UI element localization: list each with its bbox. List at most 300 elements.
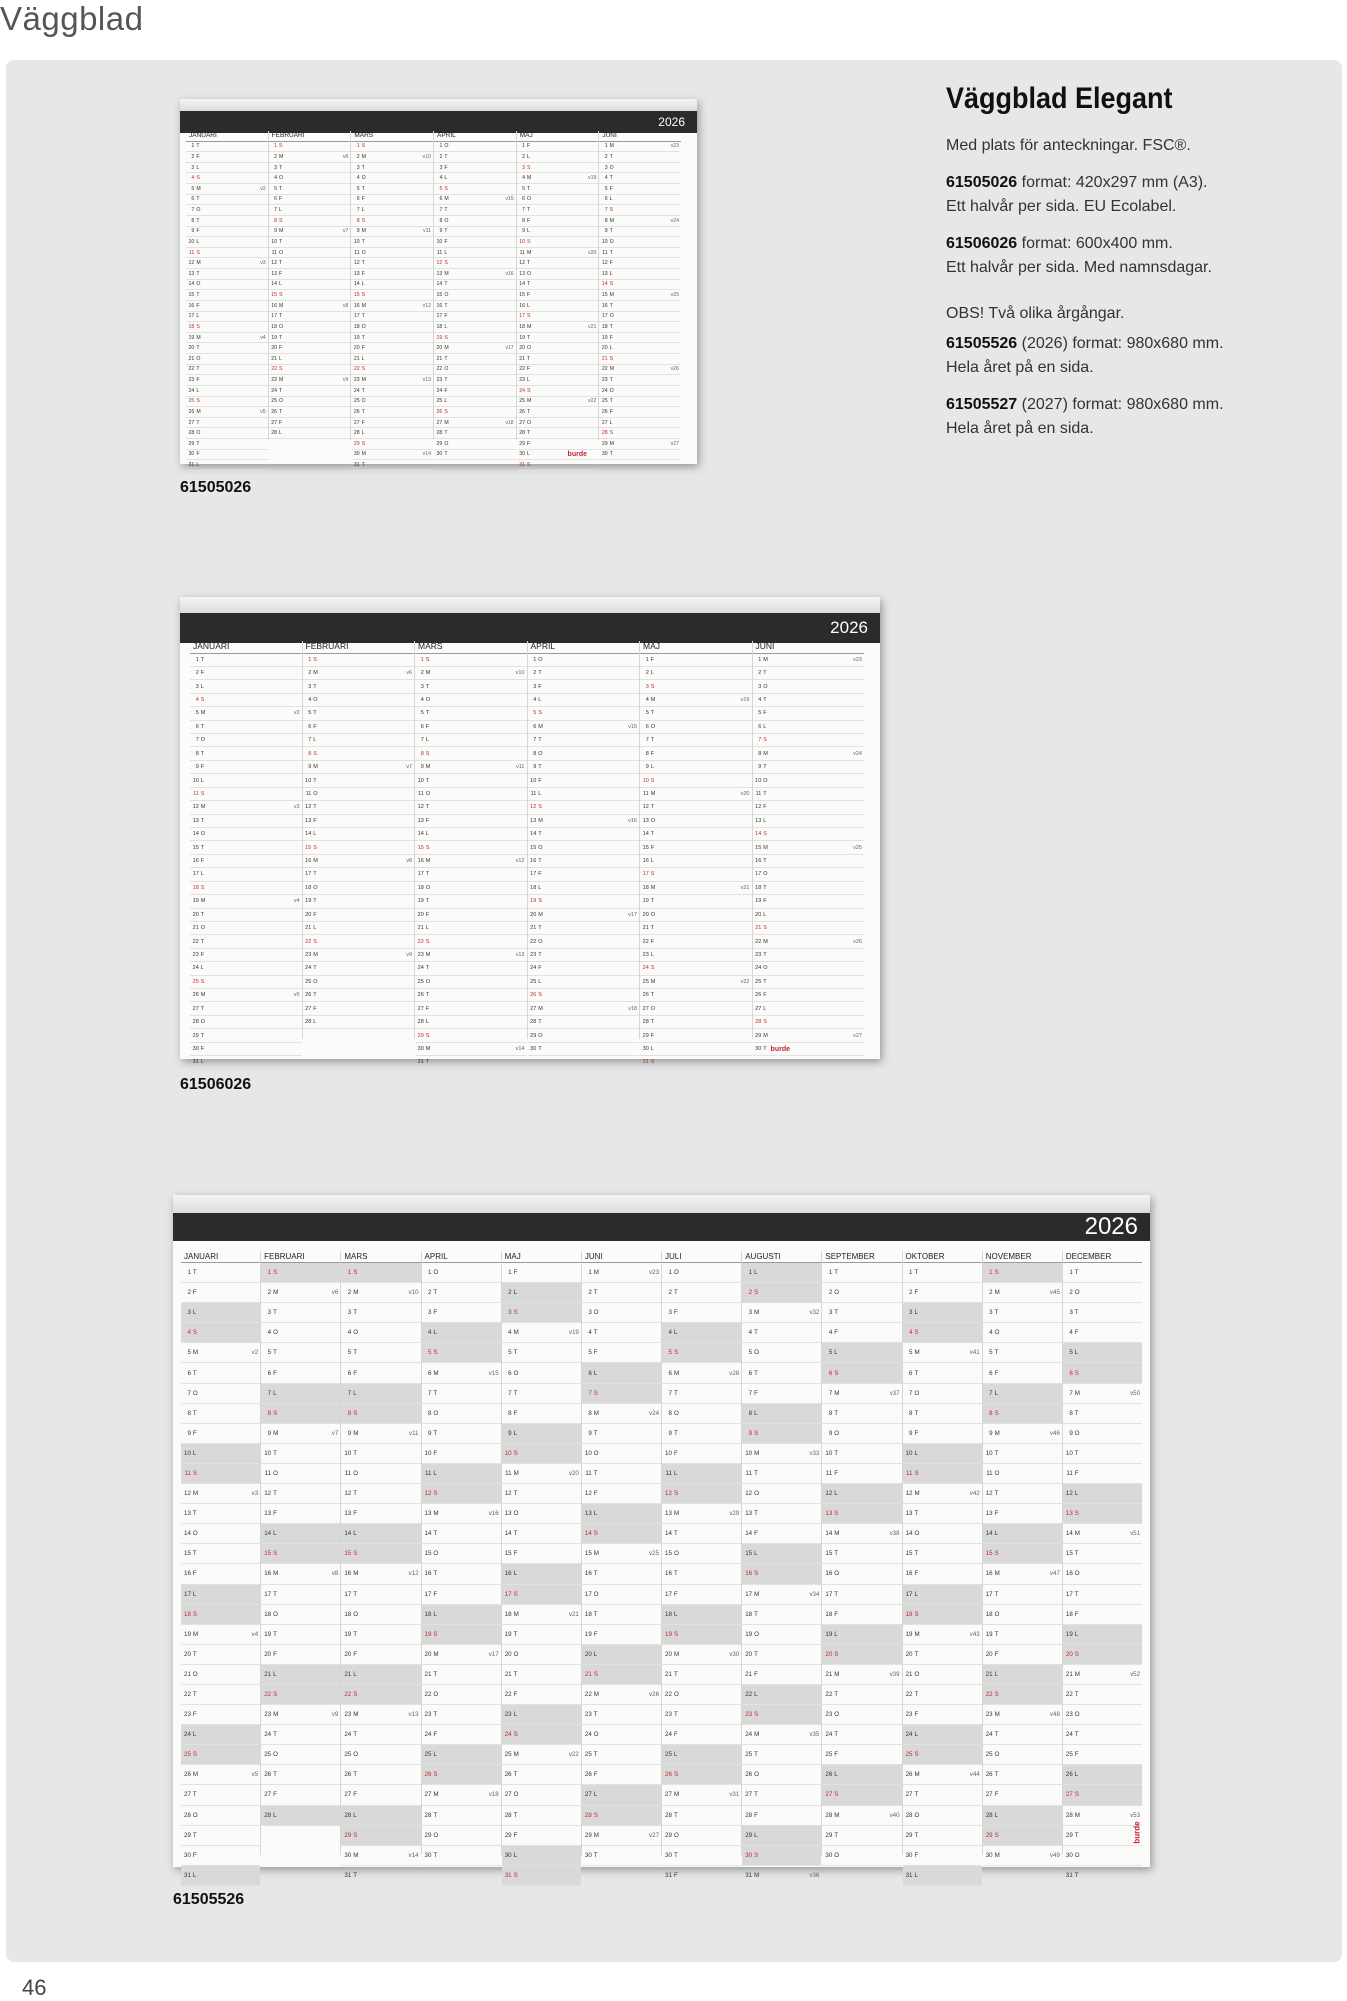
month-name: DECEMBER: [1063, 1251, 1142, 1263]
day-number: 16: [601, 302, 608, 309]
calendar-day: [528, 788, 640, 801]
calendar-day: [303, 882, 415, 895]
calendar-day: [528, 1002, 640, 1015]
calendar-day: [261, 1323, 340, 1343]
weekday-letter: T: [361, 185, 365, 192]
weekday-letter: F: [200, 858, 205, 865]
day-number: 19: [755, 898, 762, 905]
weekday-letter: L: [994, 1811, 999, 1819]
calendar-day: [303, 895, 415, 908]
day-number: 29: [417, 1032, 424, 1039]
day-number: 10: [905, 1449, 913, 1457]
day-number: 20: [417, 911, 424, 918]
calendar-day: [1063, 1645, 1142, 1665]
day-number: 30: [344, 1851, 352, 1859]
day-number: 10: [424, 1449, 432, 1457]
weekday-letter: L: [513, 1711, 518, 1719]
calendar-day: [303, 667, 415, 680]
day-number: 25: [271, 398, 277, 405]
day-number: 27: [305, 1005, 312, 1012]
weekday-letter: T: [914, 1269, 919, 1277]
calendar-day: [822, 1765, 901, 1785]
day-number: 16: [642, 858, 649, 865]
day-number: 21: [665, 1670, 672, 1678]
weekday-letter: M: [444, 196, 449, 203]
day-number: 31: [417, 1059, 424, 1066]
day-number: 8: [588, 1409, 592, 1417]
weekday-letter: F: [273, 1791, 277, 1799]
weekday-letter: T: [196, 419, 200, 426]
calendar-day: [582, 1283, 661, 1303]
calendar-day: [528, 680, 640, 693]
month-column: [501, 1251, 581, 1879]
weekday-letter: T: [609, 228, 613, 235]
weekday-letter: T: [834, 1550, 839, 1558]
calendar-day: [599, 428, 681, 439]
calendar-day: [341, 1846, 420, 1866]
calendar-day: [640, 1043, 752, 1056]
weekday-letter: T: [425, 777, 430, 784]
calendar-day: [415, 761, 527, 774]
calendar-day: [599, 163, 681, 174]
day-number: 4: [989, 1329, 993, 1337]
calendar-day: [640, 868, 752, 881]
calendar-day: [517, 227, 599, 238]
week-number: v26: [670, 366, 680, 373]
weekday-letter: F: [527, 217, 531, 224]
calendar-day: [528, 694, 640, 707]
weekday-letter: T: [538, 1045, 542, 1052]
calendar-day: [753, 815, 865, 828]
calendar-day: [261, 1705, 340, 1725]
day-number: 3: [748, 1309, 753, 1317]
calendar-day: [599, 152, 681, 163]
weekday-letter: S: [673, 1630, 679, 1638]
calendar-day: [822, 1785, 901, 1805]
calendar-day: [269, 237, 351, 248]
weekday-letter: O: [425, 790, 431, 797]
day-number: 10: [1065, 1449, 1073, 1457]
item-line: format: 420x297 mm (A3).: [1021, 174, 1208, 191]
day-number: 21: [417, 925, 424, 932]
calendar-day: [261, 1504, 340, 1524]
day-number: 15: [584, 1550, 592, 1558]
day-number: 5: [522, 185, 525, 192]
calendar-day: [434, 312, 516, 323]
calendar-day: [822, 1725, 901, 1745]
day-number: 3: [508, 1309, 512, 1317]
weekday-letter: T: [994, 1490, 999, 1498]
calendar-day: [502, 1444, 581, 1464]
weekday-letter: T: [673, 1670, 678, 1678]
calendar-day: [181, 1785, 260, 1805]
day-number: 24: [745, 1731, 753, 1739]
weekday-letter: F: [273, 1369, 277, 1377]
calendar-day: [1063, 1705, 1142, 1725]
weekday-letter: L: [754, 1831, 758, 1839]
calendar-day: [753, 801, 865, 814]
calendar-day: [903, 1625, 982, 1645]
weekday-letter: T: [513, 1771, 518, 1779]
day-number: 9: [989, 1429, 993, 1437]
weekday-letter: T: [834, 1831, 839, 1839]
day-number: 21: [192, 925, 199, 932]
weekday-letter: T: [1074, 1590, 1079, 1598]
weekday-letter: M: [673, 1791, 680, 1799]
calendar-day: [1063, 1665, 1142, 1685]
calendar-day: [181, 1665, 260, 1685]
weekday-letter: F: [513, 1409, 518, 1417]
weekday-letter: T: [527, 355, 531, 362]
day-number: 21: [271, 355, 277, 362]
week-number: v14: [408, 1851, 419, 1859]
weekday-letter: S: [278, 292, 283, 299]
calendar-day: [261, 1303, 340, 1323]
calendar-day: [341, 1524, 420, 1544]
weekday-letter: T: [192, 1510, 197, 1518]
calendar-day: [528, 895, 640, 908]
calendar-day: [753, 654, 865, 667]
weekday-letter: M: [763, 656, 768, 663]
day-number: 15: [642, 844, 649, 851]
calendar-day: [742, 1826, 821, 1846]
calendar-day: [261, 1484, 340, 1504]
calendar-day: [742, 1424, 821, 1444]
day-number: 16: [264, 1570, 272, 1578]
day-number: 14: [192, 831, 199, 838]
weekday-letter: O: [200, 1019, 206, 1026]
calendar-day: [415, 855, 527, 868]
day-number: 25: [530, 978, 537, 985]
day-number: 23: [642, 951, 649, 958]
day-number: 23: [905, 1711, 913, 1719]
calendar-day: [181, 1585, 260, 1605]
calendar-day: [822, 1745, 901, 1765]
weekday-letter: T: [192, 1550, 197, 1558]
calendar-day: [341, 1685, 420, 1705]
calendar-day: [640, 989, 752, 1002]
weekday-letter: F: [673, 1590, 678, 1598]
calendar-day: [269, 216, 351, 227]
month-name: JUNI: [582, 1251, 661, 1263]
day-number: 18: [504, 1610, 512, 1618]
day-number: 30: [504, 1851, 512, 1859]
day-number: 29: [344, 1831, 352, 1839]
day-number: 11: [585, 1469, 592, 1477]
day-number: 5: [508, 1349, 512, 1357]
day-number: 27: [601, 419, 608, 426]
day-number: 28: [305, 1019, 312, 1026]
day-number: 28: [601, 430, 608, 437]
day-number: 11: [643, 790, 649, 797]
calendar-day: [434, 397, 516, 408]
weekday-letter: S: [1074, 1369, 1079, 1377]
weekday-letter: M: [361, 451, 366, 458]
calendar-day: [341, 1785, 420, 1805]
calendar-day: [742, 1765, 821, 1785]
calendar-day: [186, 439, 268, 450]
weekday-letter: F: [513, 1269, 518, 1277]
calendar-day: [528, 868, 640, 881]
weekday-letter: L: [650, 1045, 654, 1052]
day-number: 26: [755, 992, 762, 999]
weekday-letter: L: [192, 1590, 197, 1598]
weekday-letter: T: [444, 228, 448, 235]
weekday-letter: O: [192, 1530, 198, 1538]
weekday-letter: S: [763, 1019, 767, 1026]
calendar-day: [502, 1585, 581, 1605]
weekday-letter: L: [1074, 1630, 1079, 1638]
week-number: v27: [670, 440, 680, 447]
calendar-day: [822, 1303, 901, 1323]
day-number: 8: [909, 1409, 913, 1417]
day-number: 8: [645, 750, 649, 757]
weekday-letter: T: [914, 1791, 919, 1799]
day-number: 30: [601, 451, 608, 458]
calendar-day: [422, 1263, 501, 1283]
day-number: 15: [985, 1550, 993, 1558]
weekday-letter: F: [433, 1590, 438, 1598]
day-number: 6: [191, 196, 195, 203]
weekday-letter: F: [763, 898, 767, 905]
week-number: v19: [587, 175, 597, 182]
info-item-61505026: [946, 171, 1326, 219]
weekday-letter: O: [1074, 1711, 1080, 1719]
calendar-day: [753, 855, 865, 868]
calendar-day: [662, 1303, 741, 1323]
day-number: 12: [825, 1490, 833, 1498]
calendar-day: [903, 1424, 982, 1444]
weekday-letter: L: [361, 281, 365, 288]
day-number: 16: [353, 302, 360, 309]
weekday-letter: F: [763, 710, 767, 717]
day-number: 8: [427, 1409, 432, 1417]
day-number: 6: [588, 1369, 592, 1377]
day-number: 4: [508, 1329, 512, 1337]
calendar-day: [422, 1645, 501, 1665]
day-number: 23: [530, 951, 537, 958]
weekday-letter: O: [444, 143, 449, 150]
week-number: v25: [853, 844, 862, 851]
day-number: 13: [1065, 1510, 1073, 1518]
day-number: 3: [645, 683, 649, 690]
day-number: 12: [504, 1490, 512, 1498]
calendar-day: [422, 1806, 501, 1826]
calendar-day: [1063, 1625, 1142, 1645]
calendar-day: [351, 354, 433, 365]
calendar-day: [351, 205, 433, 216]
weekday-letter: T: [444, 451, 448, 458]
calendar-day: [190, 694, 302, 707]
calendar-day: [303, 761, 415, 774]
day-number: 22: [264, 1691, 272, 1699]
calendar-day: [261, 1464, 340, 1484]
calendar-day: [528, 949, 640, 962]
calendar-day: [1063, 1303, 1142, 1323]
weekday-letter: M: [1074, 1670, 1080, 1678]
calendar-day: [415, 680, 527, 693]
calendar-day: [422, 1826, 501, 1846]
weekday-letter: O: [994, 1469, 1000, 1477]
weekday-letter: S: [914, 1329, 919, 1337]
day-number: 18: [584, 1610, 592, 1618]
calendar-day: [528, 1016, 640, 1029]
calendar-day: [190, 922, 302, 935]
calendar-day: [269, 312, 351, 323]
day-number: 24: [530, 965, 537, 972]
day-number: 1: [909, 1269, 913, 1277]
day-number: 24: [601, 387, 608, 394]
day-number: 23: [188, 377, 195, 384]
weekday-letter: L: [754, 1691, 758, 1699]
day-number: 4: [267, 1329, 272, 1337]
calendar-day: [415, 1002, 527, 1015]
calendar-day: [269, 205, 351, 216]
day-number: 17: [642, 871, 649, 878]
weekday-letter: O: [914, 1670, 920, 1678]
weekday-letter: O: [673, 1691, 679, 1699]
calendar-day: [753, 935, 865, 948]
weekday-letter: S: [278, 217, 283, 224]
calendar-day: [422, 1585, 501, 1605]
month-column: [902, 1251, 982, 1879]
calendar-day: [502, 1685, 581, 1705]
calendar-day: [181, 1705, 260, 1725]
day-number: 5: [828, 1349, 833, 1357]
week-number: v3: [251, 1490, 259, 1498]
weekday-letter: S: [527, 238, 531, 245]
weekday-letter: T: [444, 430, 448, 437]
weekday-letter: T: [527, 185, 531, 192]
weekday-letter: F: [834, 1329, 839, 1337]
week-number: v23: [670, 143, 680, 150]
week-number: v8: [342, 302, 349, 309]
day-number: 5: [588, 1349, 592, 1357]
calendar-day: [434, 280, 516, 291]
calendar-day: [261, 1765, 340, 1785]
weekday-letter: L: [433, 1329, 437, 1337]
calendar-day: [1063, 1806, 1142, 1826]
weekday-letter: S: [361, 292, 366, 299]
day-number: 18: [530, 884, 537, 891]
day-number: 28: [436, 430, 443, 437]
calendar-day: [742, 1484, 821, 1504]
weekday-letter: T: [994, 1630, 999, 1638]
day-number: 29: [184, 1831, 191, 1839]
weekday-letter: F: [353, 1650, 358, 1658]
day-number: 6: [187, 1369, 191, 1377]
calendar-day: [753, 707, 865, 720]
weekday-letter: T: [593, 1469, 598, 1477]
calendar-day: [753, 1002, 865, 1015]
day-number: 30: [745, 1851, 753, 1859]
calendar-day: [1063, 1404, 1142, 1424]
weekday-letter: F: [196, 302, 200, 309]
weekday-letter: F: [609, 408, 613, 415]
day-number: 25: [436, 398, 443, 405]
week-number: v13: [408, 1711, 419, 1719]
week-number: v4: [293, 898, 300, 905]
calendar-day: [517, 428, 599, 439]
calendar-day: [662, 1384, 741, 1404]
day-number: 29: [519, 440, 525, 447]
weekday-letter: S: [444, 334, 448, 341]
weekday-letter: L: [527, 377, 530, 384]
calendar-day: [983, 1605, 1062, 1625]
weekday-letter: T: [834, 1691, 839, 1699]
day-number: 8: [1069, 1409, 1073, 1417]
weekday-letter: L: [527, 153, 530, 160]
day-number: 14: [985, 1530, 993, 1538]
calendar-day: [261, 1745, 340, 1765]
day-number: 27: [436, 419, 443, 426]
day-number: 21: [584, 1670, 592, 1678]
weekday-letter: F: [444, 164, 448, 171]
day-number: 15: [905, 1550, 913, 1558]
calendar-day: [662, 1504, 741, 1524]
weekday-letter: S: [1074, 1510, 1079, 1518]
day-number: 15: [1065, 1550, 1073, 1558]
weekday-letter: L: [444, 175, 448, 182]
weekday-letter: M: [593, 1269, 599, 1277]
day-number: 15: [192, 844, 199, 851]
day-number: 2: [588, 1289, 592, 1297]
day-number: 6: [668, 1369, 672, 1377]
weekday-letter: T: [444, 153, 448, 160]
weekday-letter: F: [650, 656, 655, 663]
weekday-letter: F: [538, 871, 542, 878]
day-number: 17: [504, 1590, 512, 1598]
week-number: v7: [342, 228, 349, 235]
day-number: 23: [755, 951, 762, 958]
month-name: JUNI: [753, 641, 865, 654]
calendar-day: [822, 1645, 901, 1665]
weekday-letter: L: [763, 723, 767, 730]
day-number: 2: [420, 670, 424, 677]
year-label: 2026: [830, 618, 868, 637]
calendar-day: [434, 142, 516, 153]
week-number: v3: [260, 260, 266, 267]
day-number: 21: [188, 355, 195, 362]
calendar-day: [582, 1625, 661, 1645]
day-number: 25: [192, 978, 199, 985]
calendar-day: [753, 989, 865, 1002]
calendar-day: [582, 1524, 661, 1544]
day-number: 21: [825, 1670, 833, 1678]
day-number: 30: [825, 1851, 833, 1859]
weekday-letter: S: [673, 1490, 679, 1498]
calendar-day: [753, 976, 865, 989]
calendar-day: [434, 216, 516, 227]
weekday-letter: L: [200, 965, 204, 972]
calendar-day: [181, 1283, 260, 1303]
day-number: 13: [642, 817, 649, 824]
day-number: 19: [519, 334, 525, 341]
day-number: 9: [828, 1429, 833, 1437]
day-number: 12: [344, 1490, 352, 1498]
calendar-day: [517, 184, 599, 195]
calendar-day: [983, 1585, 1062, 1605]
weekday-letter: T: [200, 911, 205, 918]
weekday-letter: S: [278, 143, 283, 150]
calendar-day: [190, 667, 302, 680]
calendar-day: [186, 322, 268, 333]
weekday-letter: S: [353, 1831, 358, 1839]
weekday-letter: T: [1074, 1309, 1079, 1317]
day-number: 16: [1065, 1570, 1073, 1578]
calendar-day: [502, 1705, 581, 1725]
day-number: 22: [184, 1691, 191, 1699]
